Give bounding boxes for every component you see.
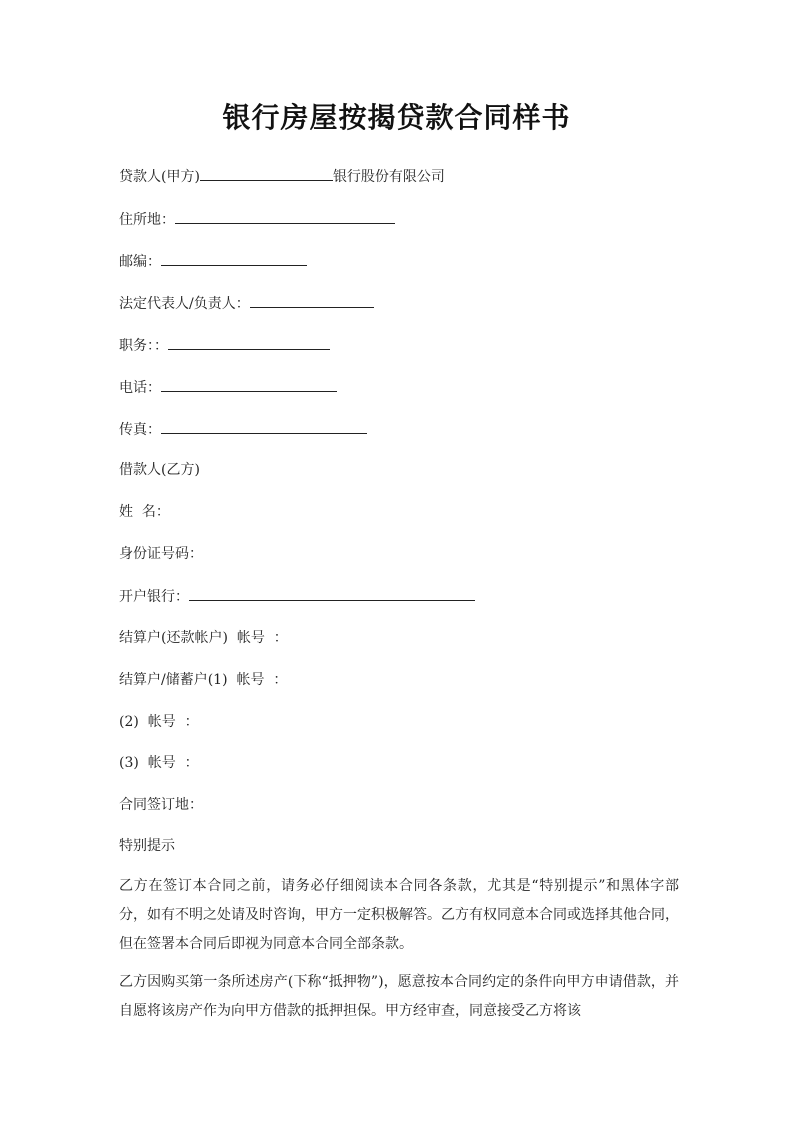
lender-line bbox=[119, 166, 445, 187]
borrower-heading: 借款人(乙方) bbox=[119, 462, 200, 478]
borrower-id-label: 身份证号码： bbox=[119, 546, 203, 562]
fax-blank bbox=[161, 419, 367, 434]
postcode-line bbox=[119, 251, 307, 272]
fax-line bbox=[119, 419, 367, 440]
legal-rep-blank bbox=[250, 293, 374, 308]
legal-rep-label: 法定代表人/负责人： bbox=[119, 296, 250, 312]
address-line bbox=[119, 209, 395, 230]
position-blank bbox=[168, 335, 330, 350]
sign-place-label: 合同签订地： bbox=[119, 797, 203, 813]
document-title: 银行房屋按揭贷款合同样书 bbox=[222, 101, 571, 134]
fax-label: 传真： bbox=[119, 422, 161, 438]
settlement-account-label: 结算户(还款帐户) 帐号 ： bbox=[119, 630, 288, 646]
phone-blank bbox=[161, 377, 337, 392]
position-line bbox=[119, 335, 330, 356]
bank-label: 开户银行： bbox=[119, 589, 189, 605]
address-blank bbox=[175, 209, 395, 224]
account-3-label: (3) 帐号 ： bbox=[119, 755, 199, 771]
legal-rep-line bbox=[119, 293, 374, 314]
lender-label: 贷款人(甲方) bbox=[119, 169, 200, 185]
address-label: 住所地： bbox=[119, 212, 175, 228]
notice-paragraph-2: 乙方因购买第一条所述房产(下称“抵押物”)，愿意按本合同约定的条件向甲方申请借款，并自愿将该房产作为向甲方借款的抵押担保。甲方经审查，同意接受乙方将该 bbox=[119, 974, 679, 1019]
lender-suffix: 银行股份有限公司 bbox=[332, 169, 445, 185]
phone-label: 电话： bbox=[119, 380, 161, 396]
borrower-name-label: 姓 名： bbox=[119, 504, 170, 520]
position-label: 职务：： bbox=[119, 338, 168, 354]
lender-blank bbox=[200, 166, 333, 181]
savings-account-label: 结算户/储蓄户(1) 帐号 ： bbox=[119, 672, 288, 688]
bank-line bbox=[119, 586, 475, 607]
special-notice-heading: 特别提示 bbox=[119, 838, 175, 854]
postcode-blank bbox=[161, 251, 307, 266]
notice-paragraph-1: 乙方在签订本合同之前，请务必仔细阅读本合同各条款，尤其是“特别提示”和黑体字部分，如有不明之处请及时咨询，甲方一定积极解答。乙方有权同意本合同或选择其他合同，但在签署本合同后即视为同意本合同全部条款。 bbox=[119, 878, 679, 952]
account-2-label: (2) 帐号 ： bbox=[119, 714, 199, 730]
postcode-label: 邮编： bbox=[119, 254, 161, 270]
phone-line bbox=[119, 377, 337, 398]
bank-blank bbox=[189, 586, 475, 601]
